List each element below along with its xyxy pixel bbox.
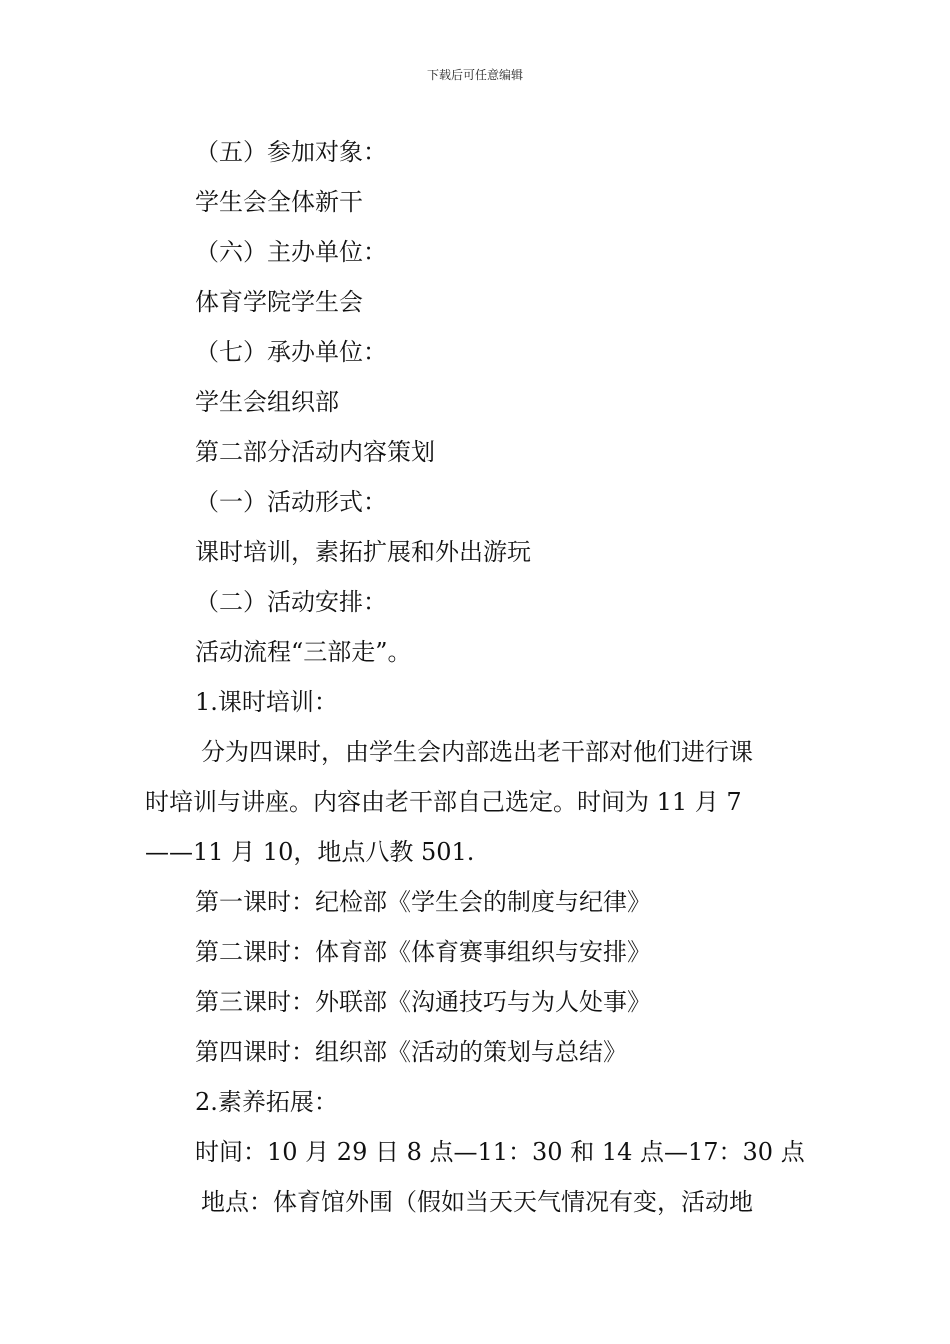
text-line: 体育学院学生会 [195, 288, 363, 316]
text-line: 第二课时：体育部《体育赛事组织与安排》 [195, 938, 651, 966]
text-line: （一）活动形式： [195, 488, 387, 516]
paragraph-line: ——11 月 10，地点八教 501. [145, 838, 475, 866]
paragraph-line: 地点：体育馆外围（假如当天天气情况有变，活动地 [201, 1188, 753, 1216]
text-line: 1.课时培训： [195, 688, 338, 716]
text-line: 第一课时：纪检部《学生会的制度与纪律》 [195, 888, 651, 916]
document-body [145, 127, 810, 1227]
page-header: 下载后可任意编辑 [426, 68, 523, 82]
text-line: （五）参加对象： [195, 138, 387, 166]
text-line: 时间：10 月 29 日 8 点—11：30 和 14 点—17：30 点 [195, 1138, 805, 1166]
text-line: 活动流程“三部走”。 [195, 638, 412, 666]
text-line: 学生会全体新干 [195, 188, 363, 216]
paragraph-line: 时培训与讲座。内容由老干部自己选定。时间为 11 月 7 [145, 788, 742, 816]
text-line: （二）活动安排： [195, 588, 387, 616]
text-line: 第三课时：外联部《沟通技巧与为人处事》 [195, 988, 651, 1016]
paragraph-line: 分为四课时，由学生会内部选出老干部对他们进行课 [201, 738, 753, 766]
text-line: 第四课时：组织部《活动的策划与总结》 [195, 1038, 627, 1066]
text-line: 课时培训，素拓扩展和外出游玩 [195, 538, 531, 566]
text-line: 学生会组织部 [195, 388, 339, 416]
text-line: 2.素养拓展： [195, 1088, 338, 1116]
section-heading: 第二部分活动内容策划 [195, 438, 435, 466]
text-line: （六）主办单位： [195, 238, 387, 266]
text-line: （七）承办单位： [195, 338, 387, 366]
